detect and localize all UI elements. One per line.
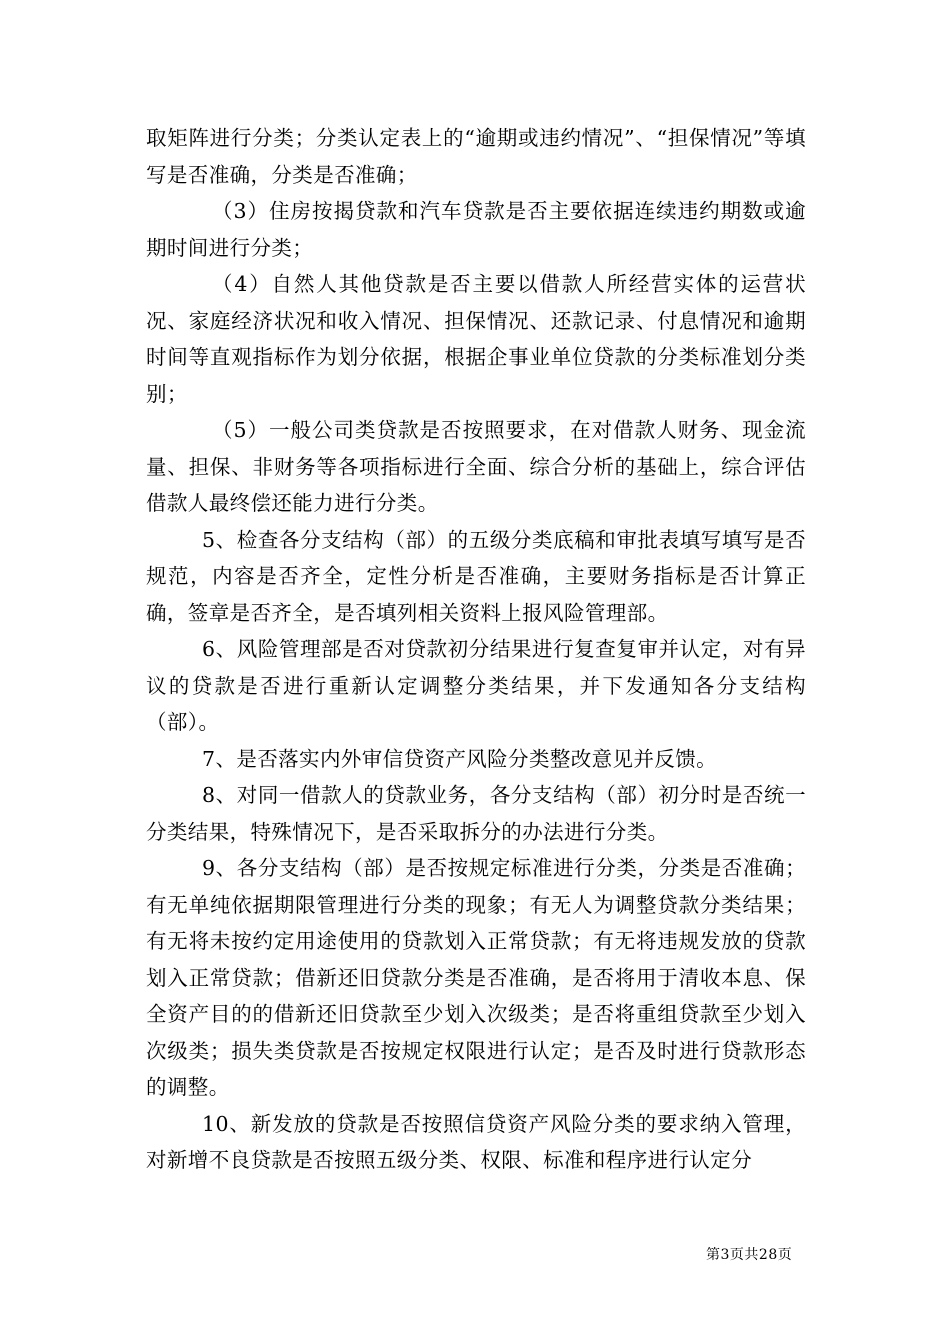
paragraph-10: 10、新发放的贷款是否按照信贷资产风险分类的要求纳入管理，对新增不良贷款是否按照五级分类、权限、标准和程序进行认定分 xyxy=(146,1111,806,1172)
paragraph-3: （4）自然人其他贷款是否主要以借款人所经营实体的运营状况、家庭经济状况和收入情况、担保情况、还款记录、付息情况和逾期时间等直观指标作为划分依据，根据企事业单位贷款的分类标准划分类别； xyxy=(146,272,806,406)
paragraph-4: （5）一般公司类贷款是否按照要求，在对借款人财务、现金流量、担保、非财务等各项指标进行全面、综合分析的基础上，综合评估借款人最终偿还能力进行分类。 xyxy=(146,418,806,515)
paragraph-6: 6、风险管理部是否对贷款初分结果进行复查复审并认定，对有异议的贷款是否进行重新认定调整分类结果，并下发通知各分支结构（部）。 xyxy=(146,637,806,734)
paragraph-1: 取矩阵进行分类；分类认定表上的“逾期或违约情况”、“担保情况”等填写是否准确，分类是否准确； xyxy=(146,126,806,187)
paragraph-7: 7、是否落实内外审信贷资产风险分类整改意见并反馈。 xyxy=(202,746,718,771)
paragraph-2: （3）住房按揭贷款和汽车贷款是否主要依据连续违约期数或逾期时间进行分类； xyxy=(146,199,806,260)
document-body xyxy=(146,120,806,1179)
page-number: 第3页共28页 xyxy=(706,1247,793,1263)
paragraph-9: 9、各分支结构（部）是否按规定标准进行分类，分类是否准确；有无单纯依据期限管理进行分类的现象；有无人为调整贷款分类结果；有无将未按约定用途使用的贷款划入正常贷款；有无将违规发放的贷款划入正常贷款；借新还旧贷款分类是否准确，是否将用于清收本息、保全资产目的的借新还旧贷款至少划入次级类；是否将重组贷款至少划入次级类；损失类贷款是否按规定权限进行认定；是否及时进行贷款形态的调整。 xyxy=(146,856,806,1099)
paragraph-5: 5、检查各分支结构（部）的五级分类底稿和审批表填写填写是否规范，内容是否齐全，定性分析是否准确，主要财务指标是否计算正确，签章是否齐全，是否填列相关资料上报风险管理部。 xyxy=(146,527,806,625)
paragraph-8: 8、对同一借款人的贷款业务，各分支结构（部）初分时是否统一分类结果，特殊情况下，是否采取拆分的办法进行分类。 xyxy=(146,783,806,844)
